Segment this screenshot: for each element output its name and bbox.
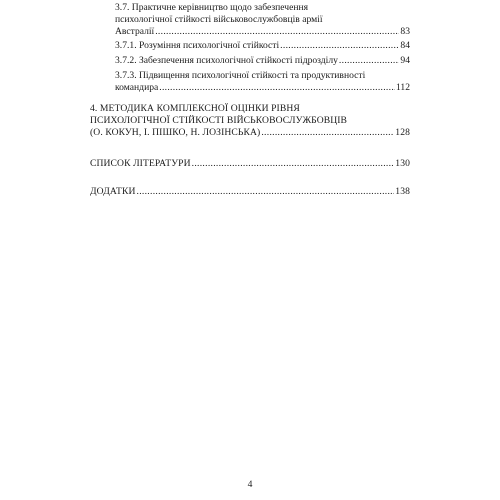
toc-page-number: 138	[395, 186, 410, 197]
toc-page-number: 84	[400, 40, 410, 51]
toc-entry-text: СПИСОК ЛІТЕРАТУРИ	[90, 158, 191, 169]
toc-page-number: 130	[395, 158, 410, 169]
dot-leader	[261, 127, 394, 139]
toc-entry-last-line	[90, 158, 410, 170]
toc-entry-last-line	[115, 40, 410, 52]
toc-entry-text: 3.7.3. Підвищення психологічної стійкості та продуктивності	[115, 70, 366, 81]
toc-page-number: 112	[395, 82, 410, 93]
toc-entry-text: 3.7. Практичне керівництво щодо забезпечення	[115, 2, 309, 13]
toc-entry-text: Австралії	[115, 26, 155, 37]
dot-leader	[137, 186, 395, 198]
toc-entry-text: (О. КОКУН, І. ПІШКО, Н. ЛОЗІНСЬКА)	[90, 127, 261, 138]
toc-entry-text: ДОДАТКИ	[90, 186, 136, 197]
toc-page-number: 83	[400, 26, 410, 37]
toc-page-number: 128	[395, 127, 410, 138]
toc-entry-text: 3.7.1. Розуміння психологічної стійкості	[115, 40, 280, 51]
dot-leader	[192, 158, 395, 170]
toc-entry-last-line	[115, 82, 410, 94]
toc-entry-last-line	[115, 26, 410, 38]
toc-entry-text: психологічної стійкості військовослужбовців армії	[115, 14, 323, 25]
dot-leader	[339, 55, 399, 67]
dot-leader	[159, 82, 395, 94]
toc-entry-last-line	[90, 186, 410, 198]
toc-entry-text: 4. МЕТОДИКА КОМПЛЕКСНОЇ ОЦІНКИ РІВНЯ	[90, 103, 300, 114]
toc-entry-last-line	[115, 55, 410, 67]
toc-entry-text: 3.7.2. Забезпечення психологічної стійкості підрозділу	[115, 55, 338, 66]
toc-entry-text: командира	[115, 82, 159, 93]
toc-entry-last-line	[90, 127, 410, 139]
dot-leader	[155, 26, 399, 38]
page-number: 4	[247, 479, 253, 490]
toc-page-number: 94	[400, 55, 410, 66]
toc-entry-text: ПСИХОЛОГІЧНОЇ СТІЙКОСТІ ВІЙСЬКОВОСЛУЖБОВЦІВ	[90, 115, 348, 126]
dot-leader	[280, 40, 399, 52]
